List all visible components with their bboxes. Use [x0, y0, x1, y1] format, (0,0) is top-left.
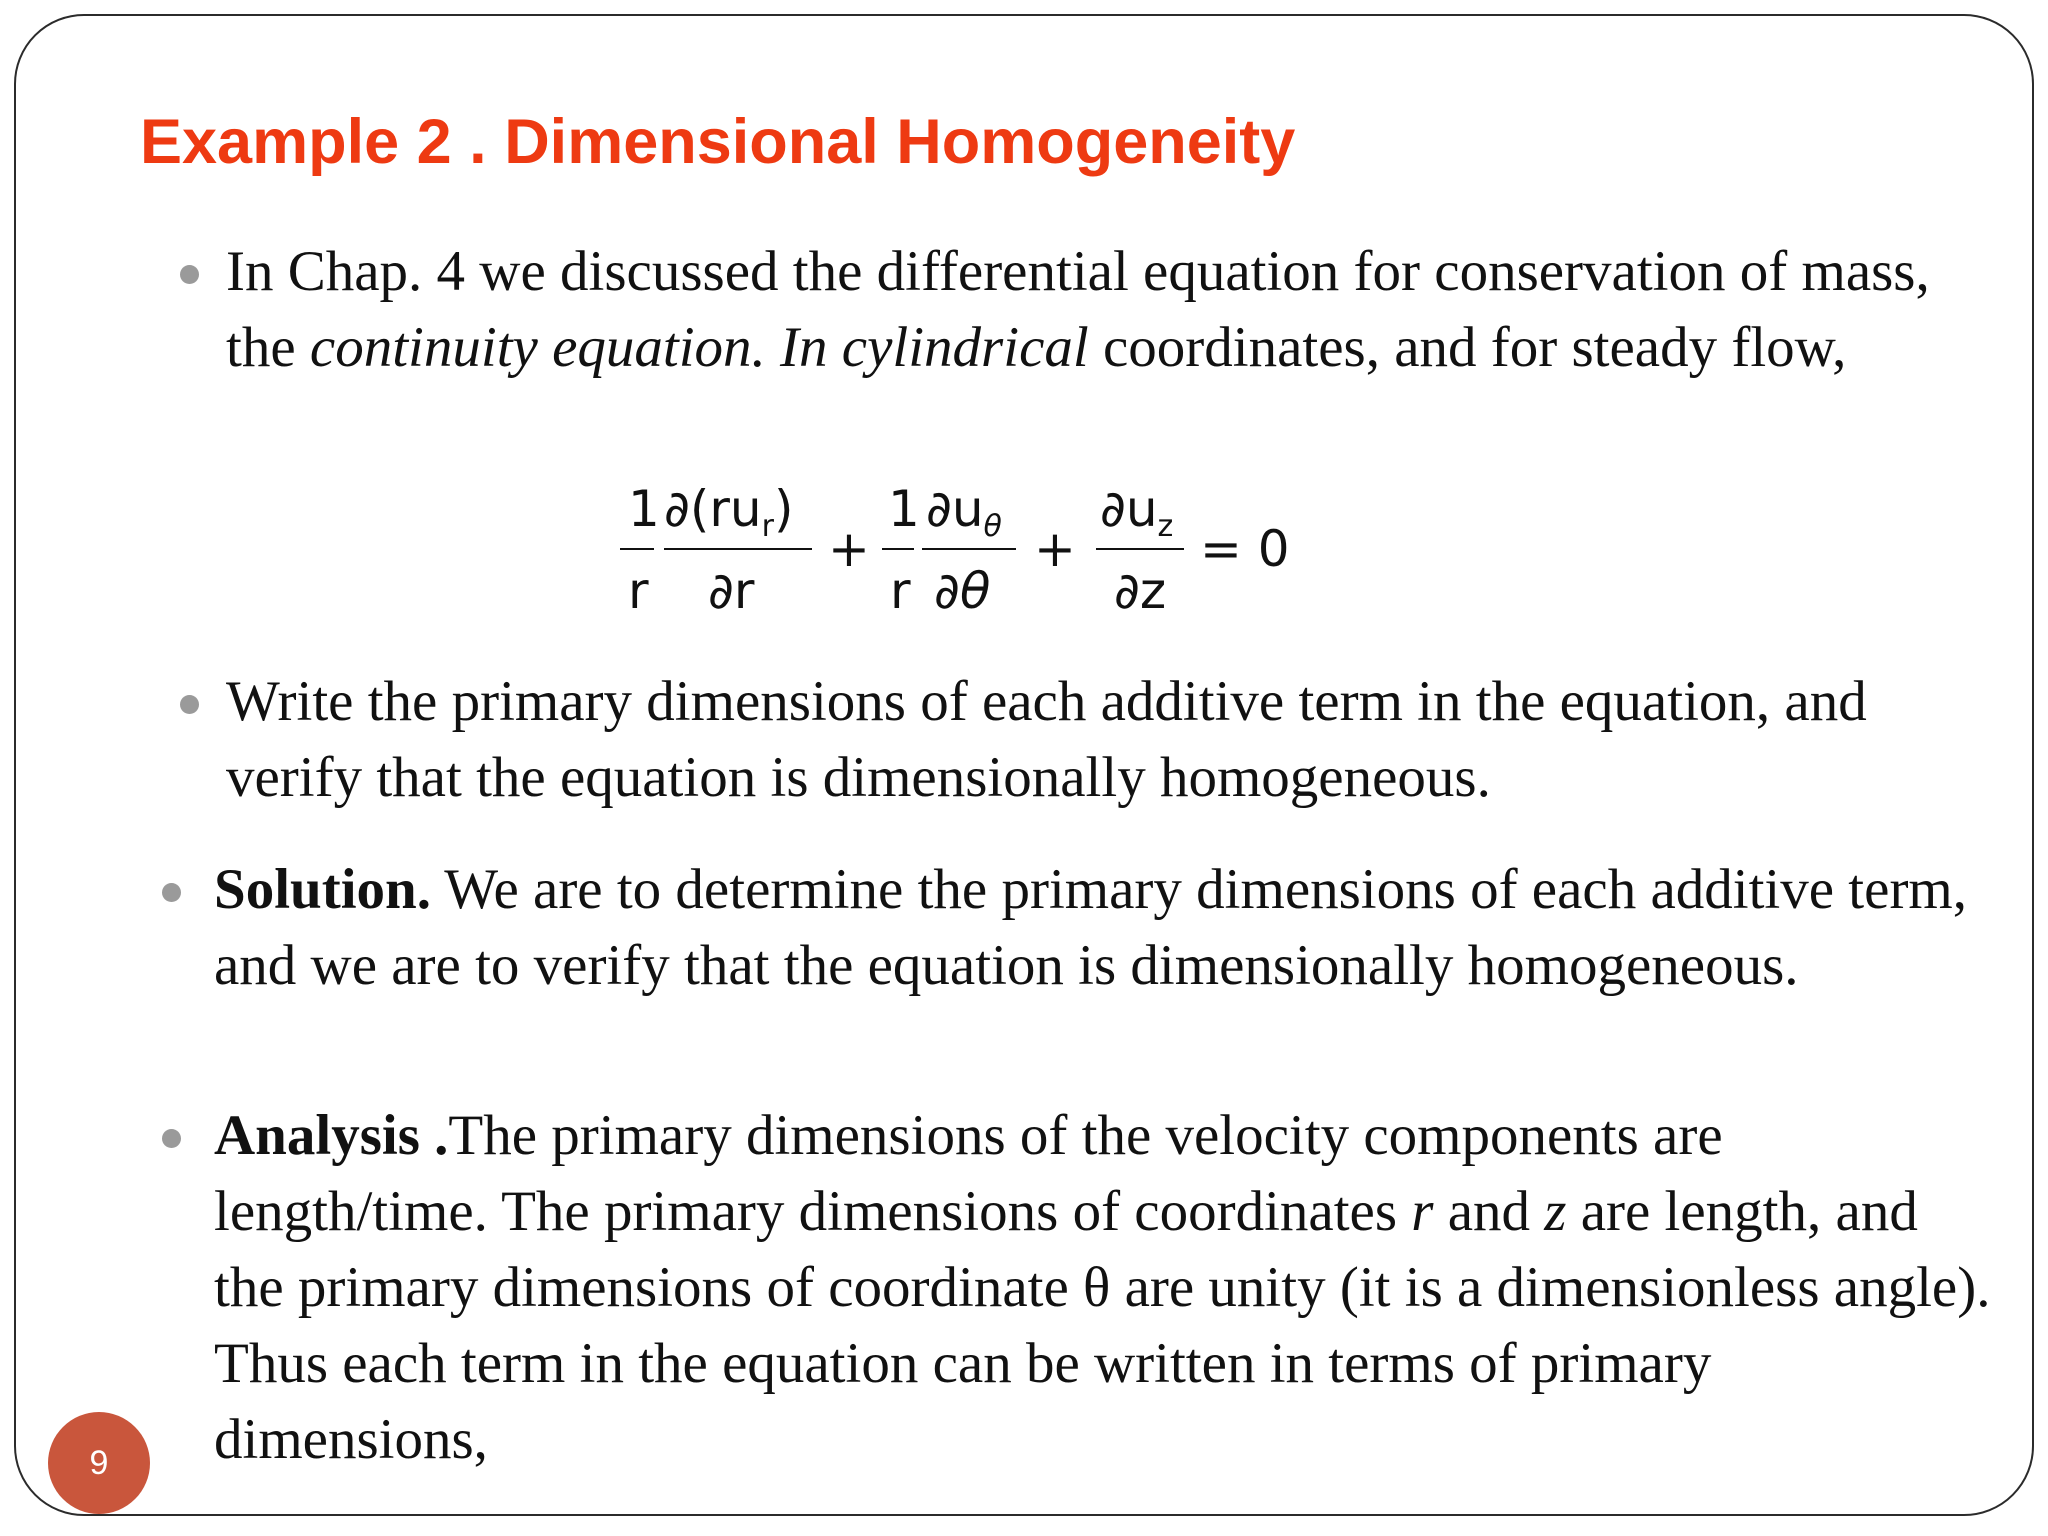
eq-term2-den1: r	[890, 562, 911, 618]
bullet-solution	[214, 852, 1994, 1004]
eq-term3-num: $\partial u_z$	[1100, 480, 1174, 544]
slide-frame	[14, 14, 2034, 1516]
bullet-text: Write the primary dimensions of each additive term in the equation, and verify that the equation is dimensionally homogeneous.	[226, 670, 1867, 809]
eq-term2-den2: ∂θ	[934, 562, 991, 618]
eq-term3-den: ∂z	[1114, 562, 1167, 618]
bullet-text: are length, and the primary dimensions of coordinate θ are unity (it is a dimensionless angle). Thus each term in the equation can be written in terms of primary dimensions,	[214, 1180, 1991, 1471]
bullet-lead: Solution.	[214, 858, 432, 921]
eq-term2-num2: $\partial u_\theta$	[926, 480, 1002, 544]
bullet-text-italic: continuity equation. In cylindrical	[309, 316, 1089, 379]
bullet-analysis	[214, 1098, 1994, 1478]
bullet-text: and	[1433, 1180, 1545, 1243]
eq-term1-den2: ∂r	[708, 562, 755, 618]
bullet-text: coordinates, and for steady flow,	[1088, 316, 1847, 379]
bullet-lead: Analysis .	[214, 1104, 449, 1167]
bullet-task	[226, 664, 1986, 816]
bullet-text: The primary dimensions of the velocity components are length/time. The primary dimensions of coordinates	[214, 1104, 1723, 1243]
eq-term2-num1: 1	[888, 480, 920, 538]
eq-term1-den1: r	[628, 562, 649, 618]
bullet-text: In Chap. 4 we discussed the differential equation for conservation of mass, the	[226, 240, 1930, 379]
slide-title: Example 2 . Dimensional Homogeneity	[140, 107, 1296, 177]
bullet-dot	[180, 265, 199, 284]
bullet-text: We are to determine the primary dimensions of each additive term, and we are to verify that the equation is dimensionally homogeneous.	[214, 858, 1968, 997]
bullet-dot	[162, 1129, 181, 1148]
eq-term1-num2: $\partial(ru_r)$	[664, 480, 794, 544]
eq-term1-num1: 1	[628, 480, 660, 538]
bullet-dot	[180, 695, 199, 714]
continuity-equation	[616, 478, 1316, 618]
bullet-dot	[162, 883, 181, 902]
eq-plus-2: +	[1034, 520, 1076, 578]
page-number-badge: 9	[48, 1412, 150, 1514]
bullet-continuity-intro	[226, 234, 1986, 386]
eq-plus-1: +	[828, 520, 870, 578]
eq-rhs: = 0	[1200, 520, 1290, 578]
var-z: z	[1544, 1180, 1567, 1243]
var-r: r	[1411, 1180, 1434, 1243]
